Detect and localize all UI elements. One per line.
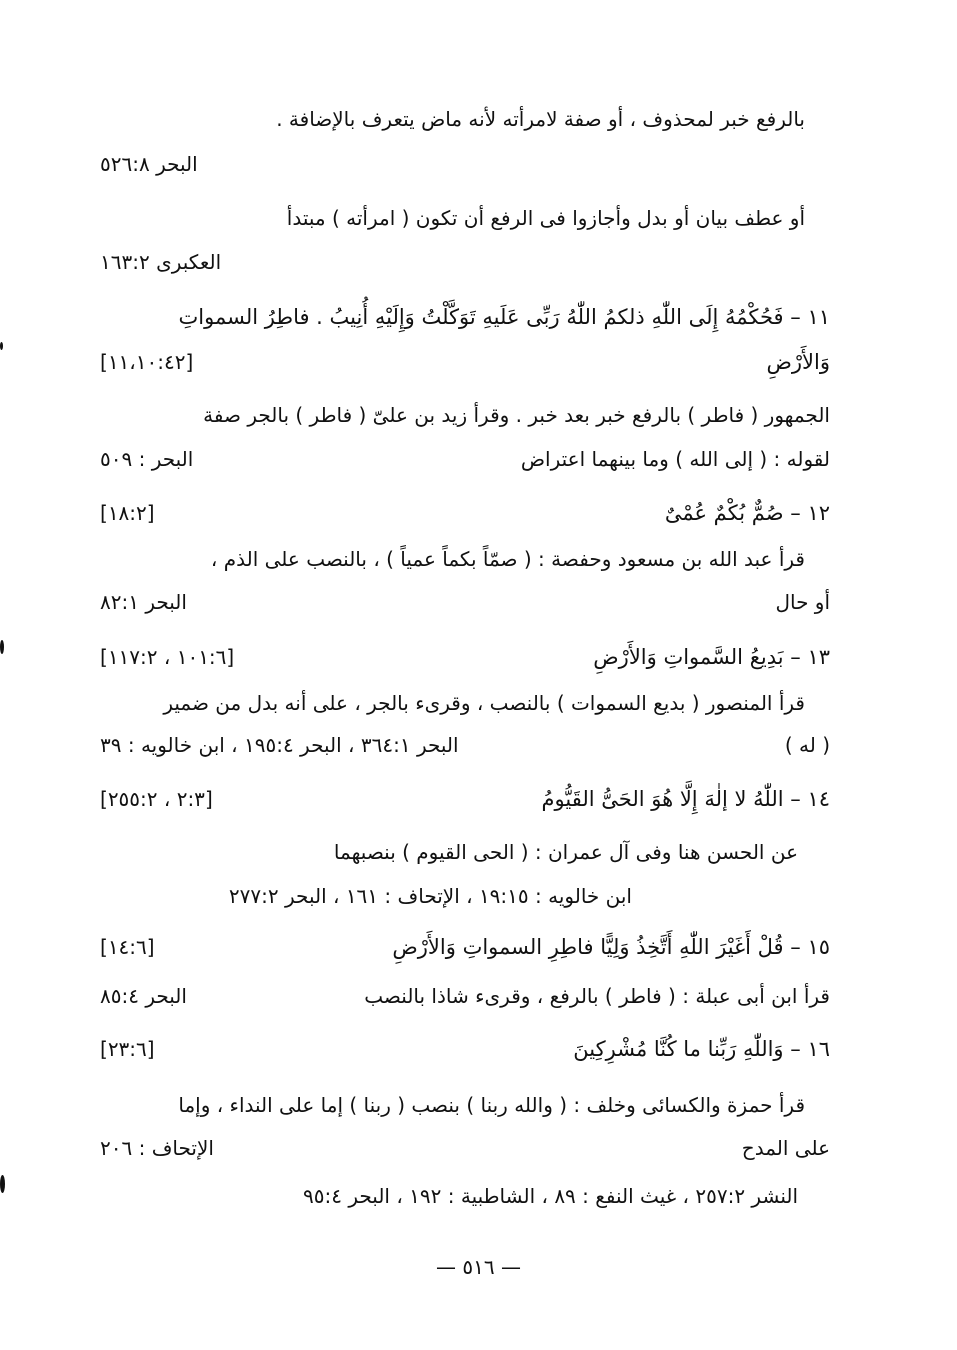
text-line-4	[100, 242, 830, 282]
line-text: أو عطف بيان أو بدل وأجازوا فى الرفع أن تكون ( امرأته ) مبتدأ	[286, 206, 805, 230]
verse-line-12	[100, 493, 830, 533]
text-line-23	[100, 1176, 830, 1216]
line-text: قرأ حمزة والكسائى وخلف : ( والله ربنا ) بنصب ( ربنا ) إما على النداء ، وإما	[178, 1093, 805, 1117]
verse-text: ١٣ – بَدِيعُ السَّمواتِ وَالأَرْضِ	[593, 645, 830, 669]
verse-reference: [١١،١٠:٤٢]	[100, 350, 194, 374]
line-reference: الإتحاف : ٢٠٦	[100, 1136, 214, 1160]
line-reference: البحر ٣٦٤:١ ، البحر ١٩٥:٤ ، ابن خالويه : ٣٩	[100, 733, 459, 757]
line-text: على المدح	[741, 1136, 830, 1160]
verse-text: ١٤ – اللّٰهُ لا إلٰهَ إِلَّا هُوَ الحَىُّ القَيُّومُ	[541, 787, 830, 811]
text-line-19	[100, 976, 830, 1016]
text-line-21	[100, 1085, 830, 1125]
line-text: قرأ ابن أبى عبلة : ( فاطر ) بالرفع ، وقرىء شاذا بالنصب	[364, 984, 830, 1008]
line-text: عن الحسن هنا وفى آل عمران : ( الحى القيوم ) بنصبهما	[333, 840, 798, 864]
line-text: ( له )	[784, 733, 830, 757]
text-line-14	[100, 725, 830, 765]
text-line-7	[100, 395, 830, 435]
line-text: ابن خالويه : ١٩:١٥ ، الإتحاف : ١٦١ ، البحر ٢٧٧:٢	[228, 884, 632, 908]
line-reference: البحر ٥٢٦:٨	[100, 152, 198, 176]
line-text: قرأ المنصور ( بديع السموات ) بالنصب ، وقرىء بالجر ، على أنه بدل من ضمير	[163, 691, 805, 715]
line-reference: البحر : ٥٠٩	[100, 447, 194, 471]
verse-line-11-cont	[100, 342, 830, 382]
text-line-11	[100, 582, 830, 622]
line-text: قرأ عبد الله بن مسعود وحفصة : ( صمّاً بكماً عمياً ) ، بالنصب على الذم ،	[210, 547, 805, 571]
verse-reference: [١٨:٢]	[100, 501, 155, 525]
verse-text: ١٦ – وَاللّٰهِ رَبِّنا ما كُنَّا مُشْرِكِينَ	[573, 1037, 830, 1061]
text-line-8	[100, 439, 830, 479]
line-reference: العكبرى ١٦٣:٢	[100, 250, 222, 274]
scan-speck	[0, 640, 4, 654]
verse-line-11	[100, 297, 830, 337]
line-text: النشر ٢٥٧:٢ ، غيث النفع : ٨٩ ، الشاطبية : ١٩٢ ، البحر ٩٥:٤	[303, 1184, 798, 1208]
scan-speck	[0, 342, 3, 350]
verse-line-15	[100, 927, 830, 967]
text-line-13	[100, 683, 830, 723]
verse-reference: [٢:٣ ، ٢٥٥:٢]	[100, 787, 213, 811]
verse-text: وَالأَرْضِ	[766, 350, 830, 374]
line-text: الجمهور ( فاطر ) بالرفع خبر بعد خبر . وقرأ زيد بن علىّ ( فاطر ) بالجر صفة	[203, 403, 830, 427]
line-reference: البحر ٨٥:٤	[100, 984, 187, 1008]
text-line-16	[100, 832, 830, 872]
verse-text: ١٢ – صُمٌّ بُكْمٌ عُمْىٌ	[664, 501, 830, 525]
verse-line-13	[100, 637, 830, 677]
verse-reference: [١٠١:٦ ، ١١٧:٢]	[100, 645, 235, 669]
text-line-10	[100, 539, 830, 579]
verse-text: ١٥ – قُلْ أَغَيْرَ اللّٰهِ أَتَّخِذُ وَلِيًّا فاطِرِ السمواتِ وَالأَرْضِ	[392, 935, 830, 959]
text-line-17	[100, 876, 830, 916]
line-reference: البحر ٨٢:١	[100, 590, 187, 614]
line-text: لقوله : ( إلى الله ) وما بينهما اعتراض	[520, 447, 830, 471]
scan-speck	[0, 1175, 5, 1193]
verse-reference: [٢٣:٦]	[100, 1037, 155, 1061]
verse-line-16	[100, 1029, 830, 1069]
line-text: أو حال	[775, 590, 830, 614]
text-line-3	[100, 198, 830, 238]
verse-reference: [١٤:٦]	[100, 935, 155, 959]
verse-line-14	[100, 779, 830, 819]
line-text: بالرفع خبر لمحذوف ، أو صفة لامرأته لأنه ماض يتعرف بالإضافة .	[276, 107, 805, 131]
verse-text: ١١ – فَحُكْمُهُ إِلَى اللّٰهِ ذلكمُ اللّٰهُ رَبِّى عَلَيهِ تَوَكَّلْتُ وَإِلَيْهِ أُنِيبُ . فاطِرُ السمواتِ	[178, 305, 830, 329]
page-number: — ٥١٦ —	[436, 1255, 521, 1279]
text-line-22	[100, 1128, 830, 1168]
text-line-1	[100, 99, 830, 139]
text-line-2	[100, 144, 830, 184]
